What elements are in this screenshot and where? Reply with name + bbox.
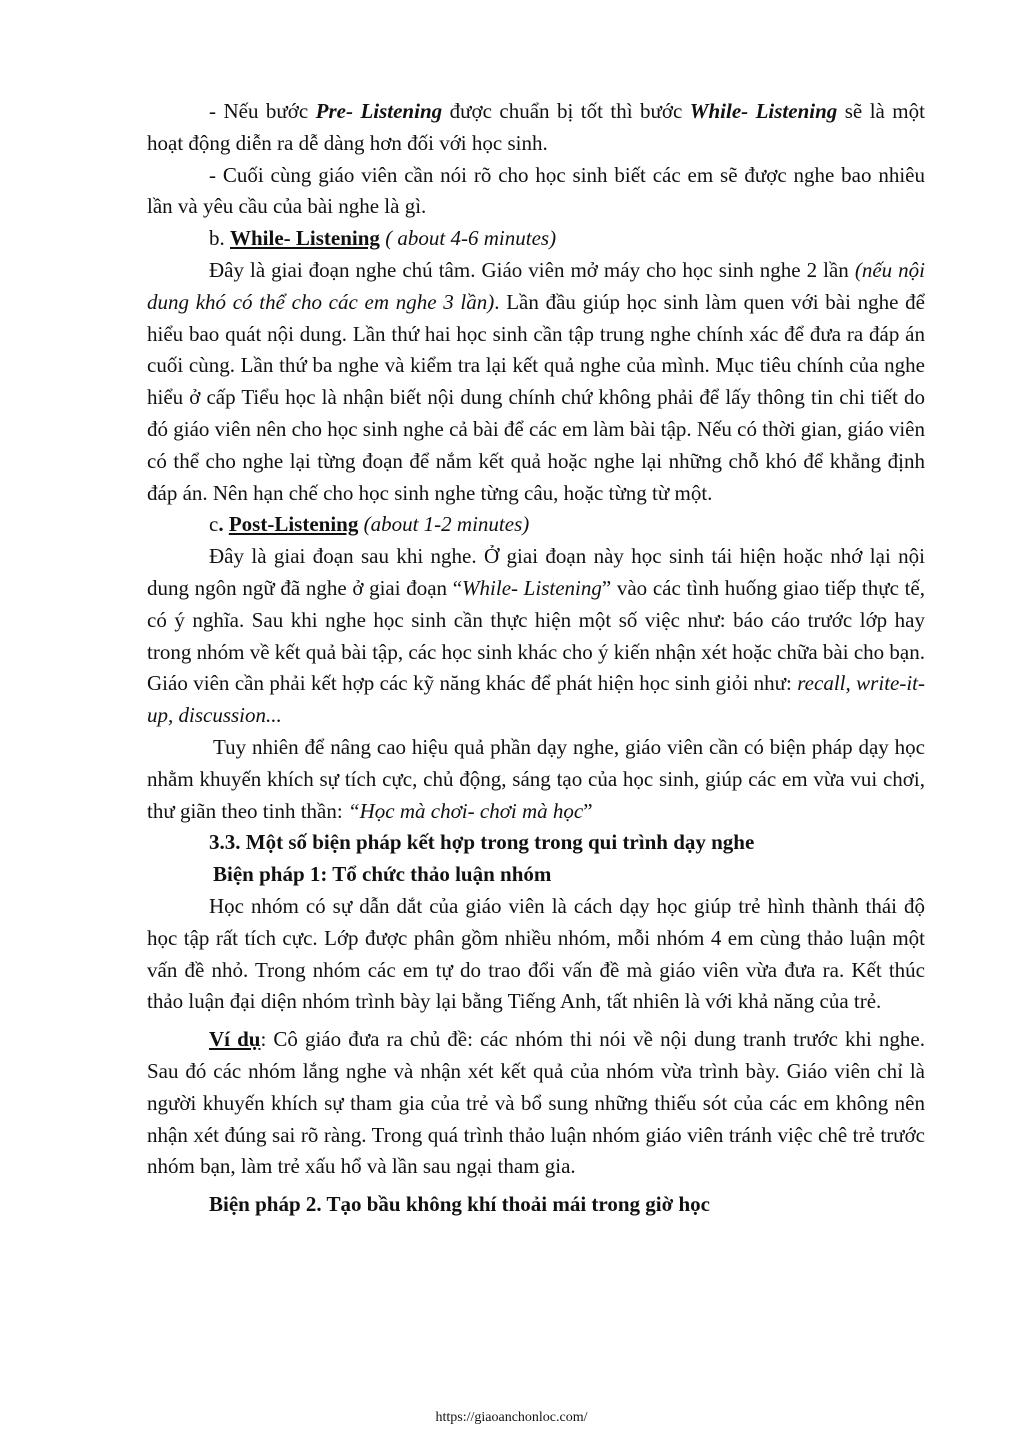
paragraph-however [147, 732, 925, 827]
term-while-listening: While- Listening [689, 99, 838, 123]
paragraph-pre-listening-note [147, 96, 925, 160]
heading-while-listening [147, 223, 925, 255]
paragraph-post-listening [147, 541, 925, 732]
text-italic: While- Listening [462, 575, 602, 600]
text: sẽ là một hoạt động diễn ra dễ dàng hơn đối với học sinh. [147, 99, 925, 155]
text: - Nếu bước [209, 99, 316, 123]
paragraph-while-listening [147, 255, 925, 509]
text-italic: (nếu nội dung khó có thể cho các em nghe 3 lần) [147, 257, 925, 314]
text-italic: recall, write-it-up, discussion... [147, 671, 925, 728]
heading-duration: ( about 4-6 minutes) [379, 226, 557, 251]
heading-dot: . [218, 512, 229, 537]
text: ” vào các tình huống giao tiếp thực tế, có ý nghĩa. Sau khi nghe học sinh cần thực hiện một số việc như: báo cáo trước lớp hay trong nhóm về kết quả bài tập, các học sinh khác cho ý kiến nhận xét hoặc chữa bài cho bạn. Giáo viên cần phải kết hợp các kỹ năng khác để phát hiện học sinh giỏi như: [147, 575, 925, 696]
text: Đây là giai đoạn sau khi nghe. Ở giai đoạn này học sinh tái hiện hoặc nhớ lại nội dung ngôn ngữ đã nghe ở giai đoạn “ [147, 544, 925, 600]
text: Đây là giai đoạn nghe chú tâm. Giáo viên mở máy cho học sinh nghe 2 lần [209, 257, 855, 282]
measure-1-heading: Biện pháp 1: Tổ chức thảo luận nhóm [213, 862, 552, 887]
heading-duration: (about 1-2 minutes) [358, 512, 530, 537]
page-footer-url: https://giaoanchonloc.com/ [435, 1410, 588, 1425]
section-heading-3-3: 3.3. Một số biện pháp kết hợp trong trong qui trình dạy nghe [209, 830, 755, 855]
example-label: Ví dụ [209, 1027, 261, 1052]
heading-title: Post-Listening [228, 512, 359, 537]
term-pre-listening: Pre- Listening [315, 99, 443, 123]
heading-prefix: c [209, 512, 219, 537]
paragraph-final-note: - Cuối cùng giáo viên cần nói rõ cho học sinh biết các em sẽ được nghe bao nhiêu lần và yêu cầu của bài nghe là gì. [147, 162, 925, 219]
document-page [147, 96, 925, 1221]
measure-2-heading: Biện pháp 2. Tạo bầu không khí thoải mái trong giờ học [209, 1192, 711, 1217]
heading-prefix: b. [209, 226, 230, 251]
text: Tuy nhiên để nâng cao hiệu quả phần dạy nghe, giáo viên cần có biện pháp dạy học nhằm khuyến khích sự tích cực, chủ động, sáng tạo của học sinh, giúp các em vừa vui chơi, thư giãn theo tinh thần: [147, 734, 925, 823]
text: được chuẩn bị tốt thì bước [442, 99, 690, 123]
paragraph-group-study: Học nhóm có sự dẫn dắt của giáo viên là cách dạy học giúp trẻ hình thành thái độ học tập rất tích cực. Lớp được phân gồm nhiều nhóm, mỗi nhóm 4 em cùng thảo luận một vấn đề nhỏ. Trong nhóm các em tự do trao đổi vấn đề mà giáo viên vừa đưa ra. Kết thúc thảo luận đại diện nhóm trình bày lại bằng Tiếng Anh, tất nhiên là với khả năng của trẻ. [147, 893, 925, 1014]
quote-motto: “Học mà chơi- chơi mà học [347, 798, 584, 823]
paragraph-example [147, 1024, 925, 1183]
heading-title: While- Listening [230, 226, 380, 251]
text: : Cô giáo đưa ra chủ đề: các nhóm thi nói về nội dung tranh trước khi nghe. Sau đó các nhóm lắng nghe và nhận xét kết quả của nhóm vừa trình bày. Giáo viên chỉ là người khuyến khích sự tham gia của trẻ và bổ sung những thiếu sót của các em không nên nhận xét đúng sai rõ ràng. Trong quá trình thảo luận nhóm giáo viên tránh việc chê trẻ trước nhóm bạn, làm trẻ xấu hổ và lần sau ngại tham gia. [147, 1027, 926, 1179]
text: . Lần đầu giúp học sinh làm quen với bài nghe để hiểu bao quát nội dung. Lần thứ hai học sinh cần tập trung nghe chính xác để đưa ra đáp án cuối cùng. Lần thứ ba nghe và kiểm tra lại kết quả nghe của mình. Mục tiêu chính của nghe hiểu ở cấp Tiểu học là nhận biết nội dung chính chứ không phải để lấy thông tin chi tiết do đó giáo viên nên cho học sinh nghe cả bài để các em làm bài tập. Nếu có thời gian, giáo viên có thể cho nghe lại từng đoạn để nắm kết quả hoặc nghe lại những chỗ khó để khẳng định đáp án. Nên hạn chế cho học sinh nghe từng câu, hoặc từng từ một. [147, 289, 925, 505]
heading-post-listening [147, 509, 925, 541]
text: ” [583, 798, 593, 823]
